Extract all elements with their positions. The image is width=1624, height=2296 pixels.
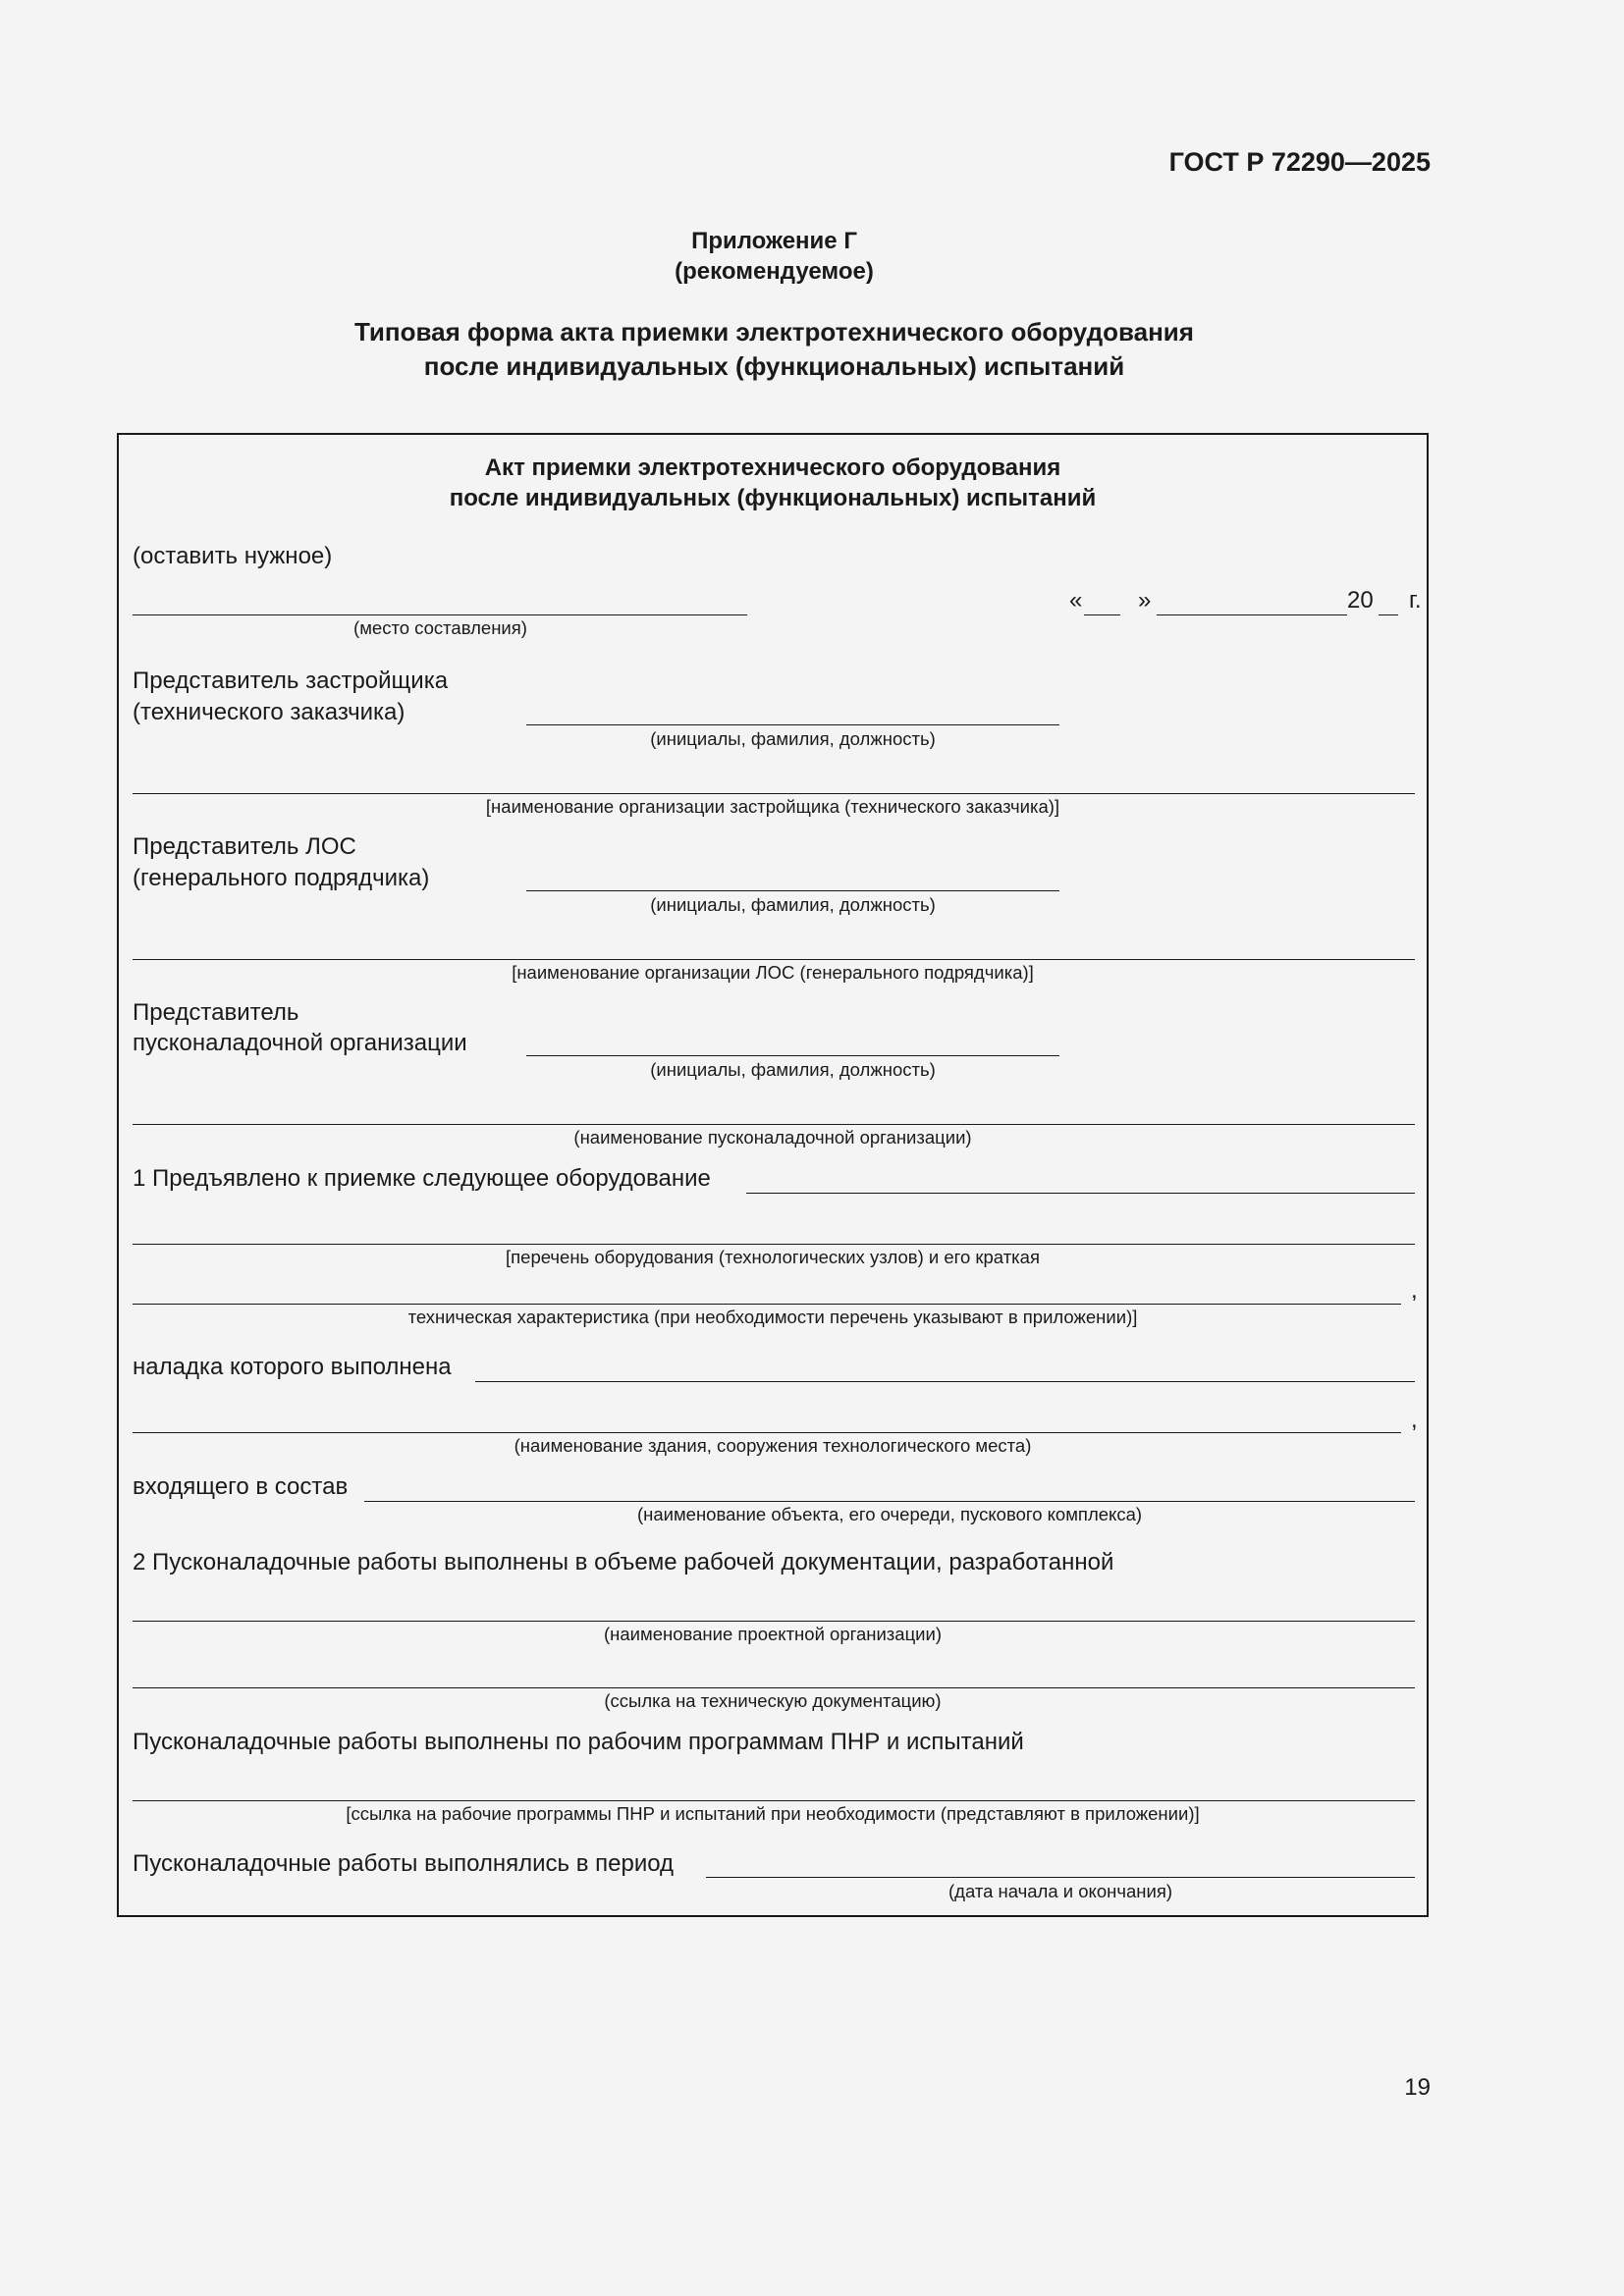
adjusted-label: наладка которого выполнена	[133, 1354, 452, 1380]
developer-org-caption: [наименование организации застройщика (технического заказчика)]	[485, 796, 1060, 817]
adjusted-line-1[interactable]	[475, 1381, 1415, 1382]
place-field-line[interactable]	[133, 614, 747, 615]
date-close-quote: »	[1138, 587, 1152, 614]
act-title	[119, 453, 1427, 513]
design-org-line[interactable]	[133, 1621, 1415, 1622]
appendix-status: (рекомендуемое)	[675, 258, 874, 285]
date-month-line[interactable]	[1157, 614, 1347, 615]
object-caption: (наименование объекта, его очереди, пускового комплекса)	[636, 1504, 1143, 1524]
contractor-rep-label: Представитель ЛОС	[133, 833, 356, 860]
developer-rep-initials-caption: (инициалы, фамилия, должность)	[650, 728, 936, 749]
programs-label: Пусконаладочные работы выполнены по рабочим программам ПНР и испытаний	[133, 1729, 1024, 1755]
date-day-line[interactable]	[1084, 614, 1120, 615]
contractor-rep-label-2: (генерального подрядчика)	[133, 865, 430, 891]
commissioning-rep-label: Представитель	[133, 999, 299, 1026]
adjusted-line-2[interactable]	[133, 1432, 1401, 1433]
developer-rep-name-line[interactable]	[526, 724, 1059, 725]
tech-doc-caption: (ссылка на техническую документацию)	[604, 1690, 942, 1711]
period-label: Пусконаладочные работы выполнялись в период	[133, 1850, 675, 1877]
part-of-label: входящего в состав	[133, 1473, 349, 1500]
contractor-rep-initials-caption: (инициалы, фамилия, должность)	[650, 894, 936, 915]
item1-label: 1 Предъявлено к приемке следующее оборудование	[133, 1165, 711, 1192]
contractor-rep-name-line[interactable]	[526, 890, 1059, 891]
developer-org-line[interactable]	[133, 793, 1415, 794]
building-comma: ,	[1411, 1407, 1418, 1433]
page-number: 19	[1404, 2074, 1431, 2101]
appendix-letter: Приложение Г	[691, 228, 857, 254]
contractor-org-line[interactable]	[133, 959, 1415, 960]
date-year-line[interactable]	[1379, 614, 1398, 615]
act-title-line1: Акт приемки электротехнического оборудования	[484, 454, 1061, 481]
date-year-suffix: г.	[1409, 587, 1422, 614]
equipment-line-2[interactable]	[133, 1244, 1415, 1245]
equipment-line-3[interactable]	[133, 1304, 1401, 1305]
choose-note: (оставить нужное)	[133, 543, 333, 569]
tech-doc-line[interactable]	[133, 1687, 1415, 1688]
appendix-heading	[118, 226, 1431, 287]
programs-line[interactable]	[133, 1800, 1415, 1801]
commissioning-org-line[interactable]	[133, 1124, 1415, 1125]
period-line[interactable]	[706, 1877, 1415, 1878]
document-code: ГОСТ Р 72290—2025	[1168, 147, 1431, 177]
act-form-frame	[117, 433, 1429, 1917]
equipment-caption-1: [перечень оборудования (технологических узлов) и его краткая	[506, 1247, 1040, 1267]
contractor-org-caption: [наименование организации ЛОС (генерального подрядчика)]	[512, 962, 1034, 983]
equipment-caption-2: техническая характеристика (при необходимости перечень указывают в приложении)]	[407, 1307, 1138, 1327]
item2-label: 2 Пусконаладочные работы выполнены в объеме рабочей документации, разработанной	[133, 1549, 1114, 1575]
object-line[interactable]	[364, 1501, 1415, 1502]
equipment-comma: ,	[1411, 1277, 1418, 1304]
form-heading	[118, 315, 1431, 384]
period-caption: (дата начала и окончания)	[947, 1881, 1172, 1901]
design-org-caption: (наименование проектной организации)	[604, 1624, 942, 1644]
form-heading-line1: Типовая форма акта приемки электротехнического оборудования	[354, 317, 1194, 347]
building-caption: (наименование здания, сооружения технологического места)	[514, 1435, 1032, 1456]
date-open-quote: «	[1069, 587, 1083, 614]
equipment-line-1[interactable]	[746, 1193, 1415, 1194]
commissioning-org-caption: (наименование пусконаладочной организации)	[573, 1127, 972, 1148]
act-title-line2: после индивидуальных (функциональных) испытаний	[449, 485, 1097, 511]
place-caption: (место составления)	[353, 617, 527, 638]
date-year-prefix: 20	[1347, 587, 1374, 614]
commissioning-rep-initials-caption: (инициалы, фамилия, должность)	[650, 1059, 936, 1080]
developer-rep-label: Представитель застройщика	[133, 667, 449, 694]
commissioning-rep-label-2: пусконаладочной организации	[133, 1030, 467, 1056]
developer-rep-label-2: (технического заказчика)	[133, 699, 406, 725]
programs-caption: [ссылка на рабочие программы ПНР и испытаний при необходимости (представляют в приложении)]	[346, 1803, 1200, 1824]
form-heading-line2: после индивидуальных (функциональных) испытаний	[423, 351, 1125, 381]
commissioning-rep-name-line[interactable]	[526, 1055, 1059, 1056]
